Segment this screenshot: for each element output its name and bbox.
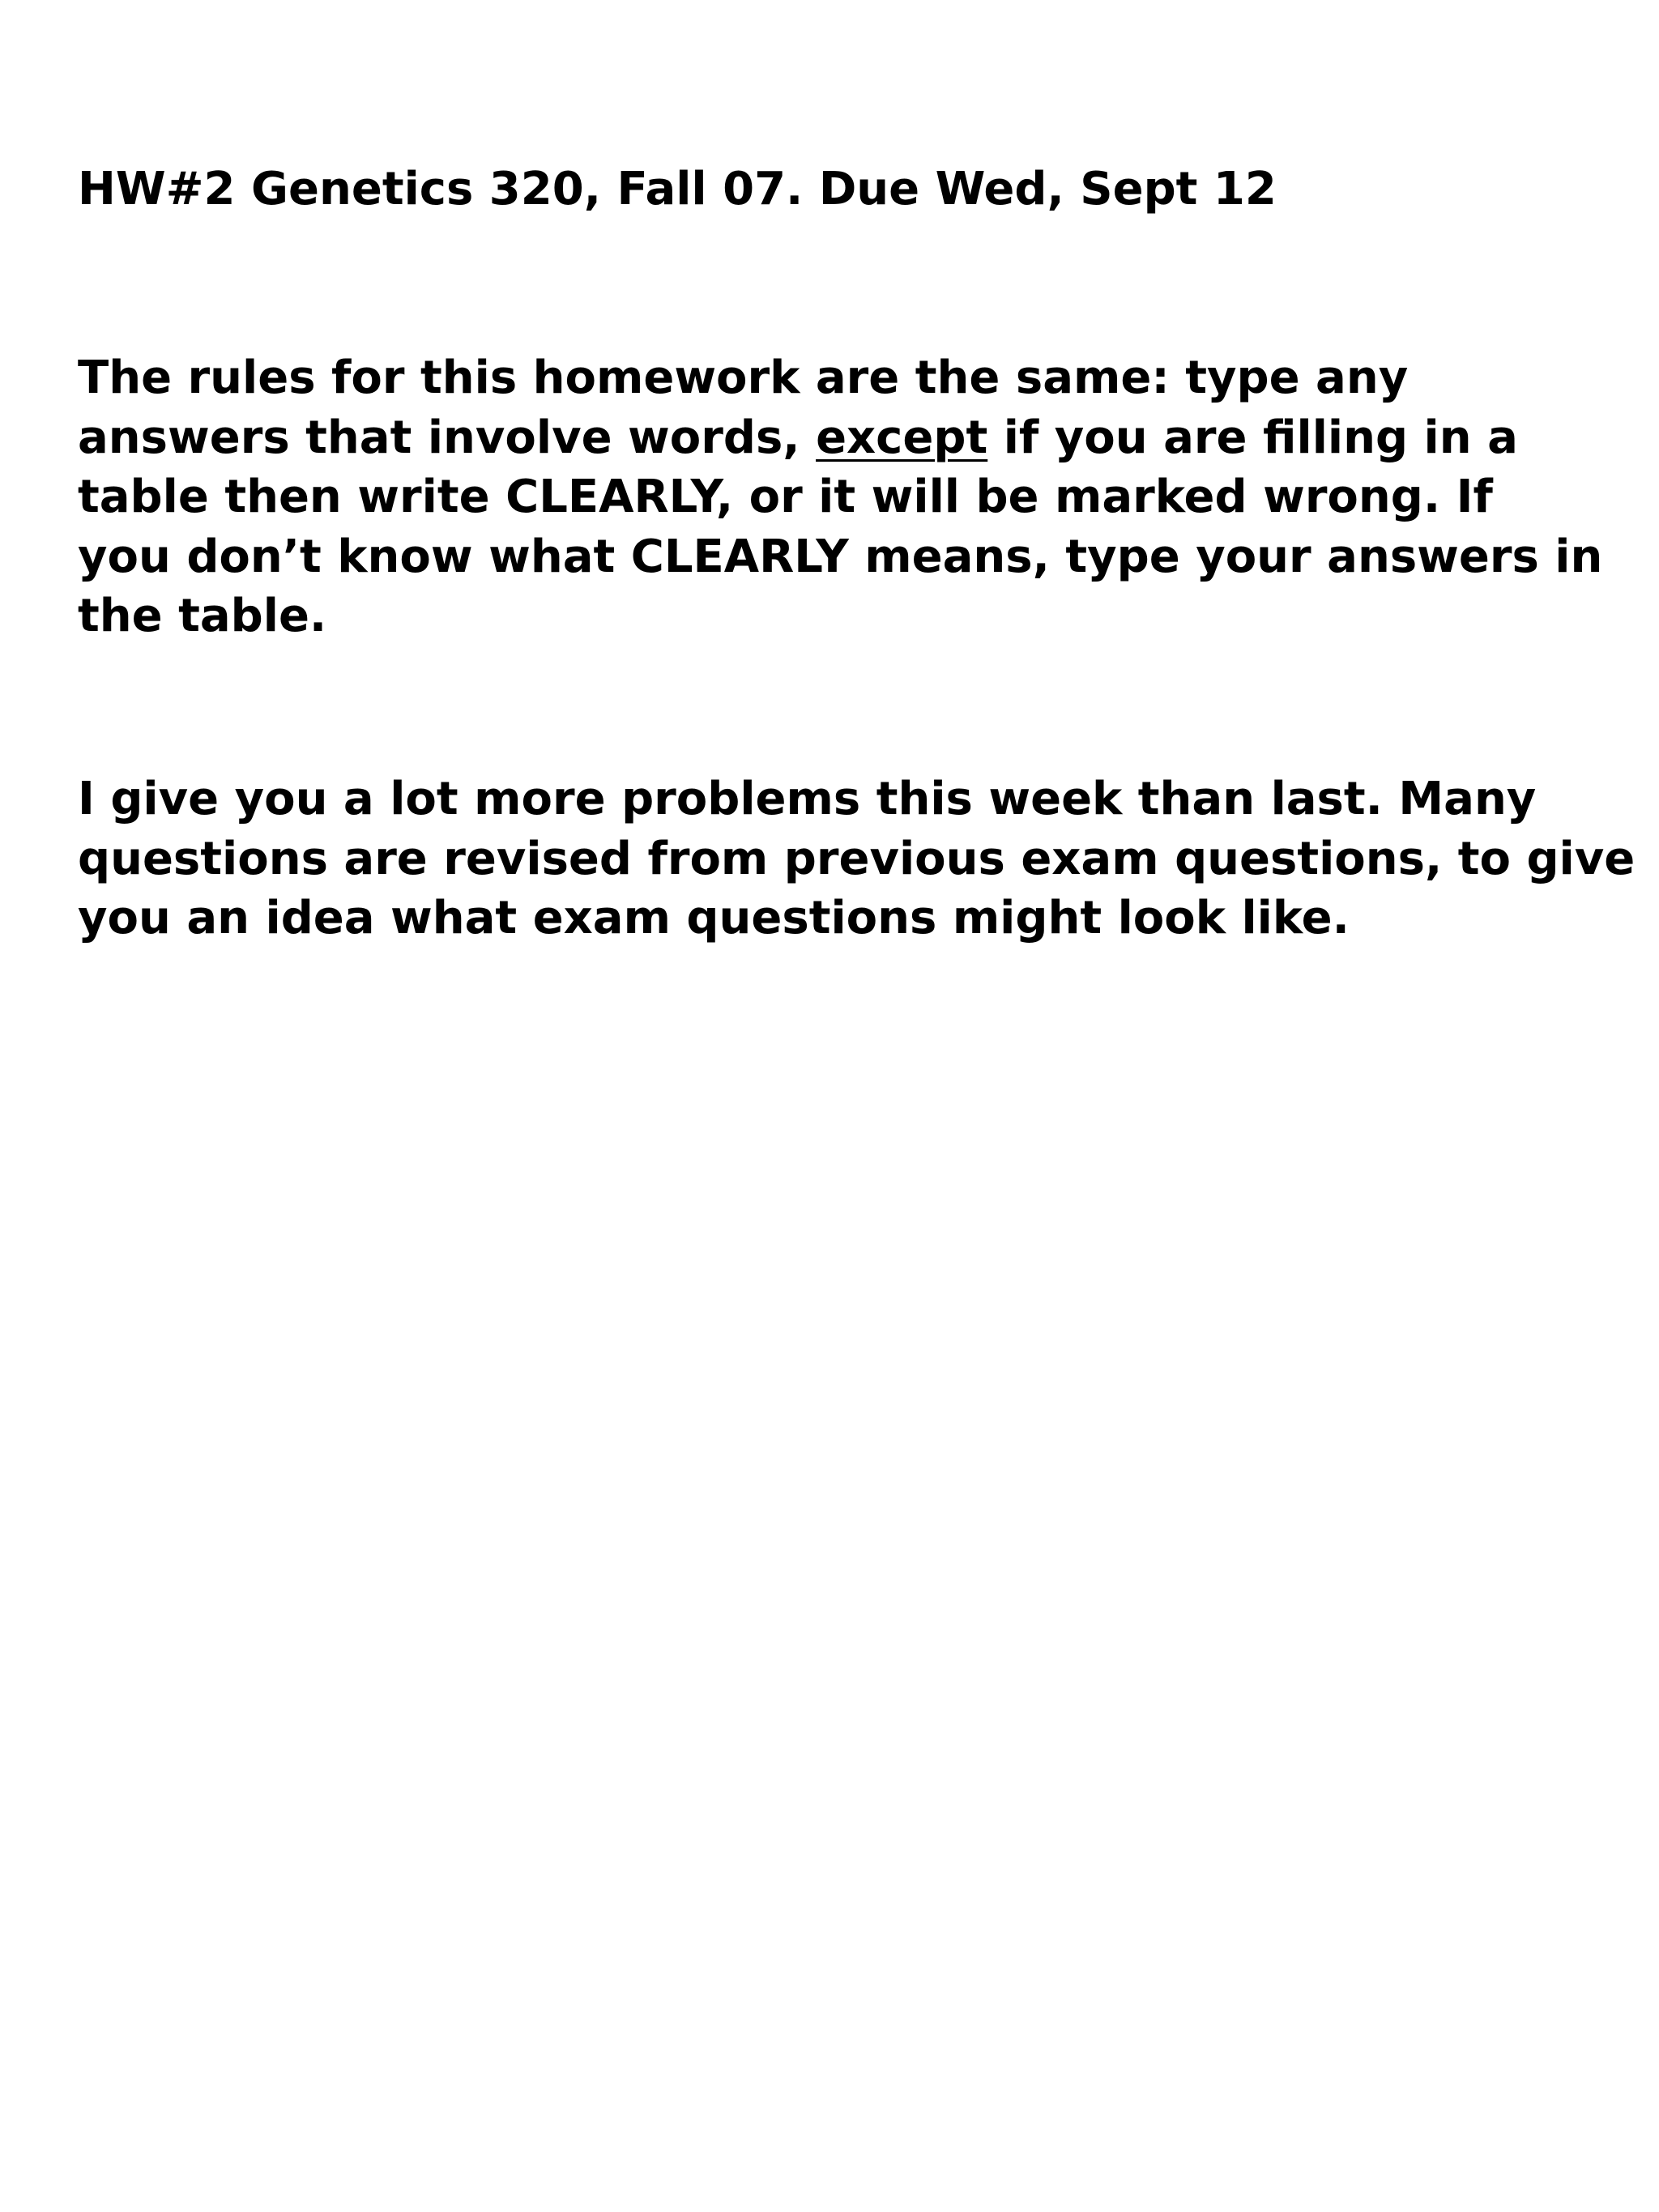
- rules-line-2-before: answers that involve words,: [78, 411, 817, 464]
- document-title: HW#2 Genetics 320, Fall 07. Due Wed, Sept 12: [78, 163, 1277, 215]
- problems-line-1: I give you a lot more problems this week than last. Many: [78, 773, 1537, 825]
- rules-paragraph: [78, 348, 1603, 646]
- problems-line-2: questions are revised from previous exam questions, to give: [78, 832, 1636, 885]
- rules-line-1: The rules for this homework are the same: type any: [78, 352, 1409, 404]
- rules-line-4: you don’t know what CLEARLY means, type your answers in: [78, 530, 1603, 583]
- rules-line-2: [78, 408, 1584, 468]
- rules-line-5: the table.: [78, 590, 327, 642]
- rules-line-3: table then write CLEARLY, or it will be marked wrong. If: [78, 471, 1493, 523]
- except-emphasis: except: [816, 411, 988, 464]
- problems-line-3: you an idea what exam questions might look like.: [78, 892, 1350, 944]
- problems-paragraph: [78, 769, 1636, 948]
- rules-line-2-after: if you are filling in a: [987, 411, 1518, 464]
